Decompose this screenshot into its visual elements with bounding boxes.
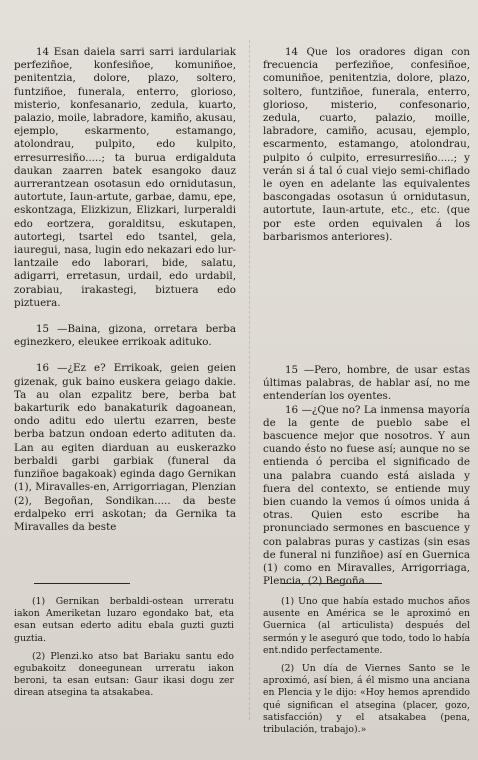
spanish-paragraph-14: 14 Que los oradores digan con frecuencia perfeziñoe, confesiñoe, comuniñoe, penitentzia, dolore, plazo, soltero, funtziñoe, funerala, enterro, glorioso, misterio, confesonario, zedula, cuarto, palazio, moille, labradore, camiño, acusau, ejemplo, escarmento, estamango, atolondrau, pulpito ó culpito, erresurresiño.....; y verán si á tal ó cual viejo semi-chiflado le oyen en adelante las equivalentes bascongadas osotasun ú ornidutasun, autortute, Iaun-artute, etc., etc. (que por este orden equivalen á los barbarismos anteriores). <box>263 46 470 243</box>
spanish-paragraph-15: 15 —Pero, hombre, de usar estas últimas palabras, de hablar así, no me entenderían los oyentes. <box>263 364 470 403</box>
basque-footnotes <box>14 596 234 706</box>
spanish-column <box>263 46 470 589</box>
column-gutter <box>249 40 250 720</box>
basque-footnote-2: (2) Plenzi.ko atso bat Bariaku santu edo egubakoitz doneegunean urreratu iakon beroni, ta esan eutsan: Gaur ikasi dogu zer direan atsegina ta atsakabea. <box>14 650 234 699</box>
spanish-footnotes <box>263 596 470 742</box>
footnote-rule-left <box>34 583 130 584</box>
spanish-paragraph-16: 16 —¿Que no? La inmensa mayoría de la gente de pueblo sabe el bascuence mejor que nosotros. Y aun cuando ésto no fuese así; aunque no se entienda ó perciba el significado de una palabra cuando está aislada y fuera del contexto, se entiende muy bien cuando la vemos ú oímos unida á otras. Quien esto escribe ha pronunciado sermones en bascuence y con palabras puras y castizas (sin esas de funeral ni funziñoe) así en Guernica (1) como en Miravalles, Arrigorriaga, Plencia, (2) Begoña <box>263 403 470 588</box>
basque-paragraph-15: 15 —Baina, gizona, orretara berba eginezkero, eleukee errikoak adituko. <box>14 323 236 349</box>
spanish-footnote-2: (2) Un día de Viernes Santo se le aproximó, así bien, á él mismo una anciana en Plencia y le dijo: «Hoy hemos aprendido qué significan el atsegina (placer, gozo, satisfacción) y el atsakabea (pena, tribulación, trabajo).» <box>263 663 470 736</box>
basque-paragraph-14: 14 Esan daiela sarri sarri iardulariak perfeziñoe, konfesiñoe, komuniñoe, penitentzia, dolore, plazo, soltero, funtziñoe, funerala, enterro, glorioso, misterio, konfesanario, zedula, kuarto, palazio, moile, labradore, kamiño, akusau, ejemplo, eskarmento, estamango, atolondrau, pulpito, edo kulpito, erresurresiño.....; ta burua erdigalduta daukan zaarren batek esangoko dauz aurrerantzean osotasun edo ornidutasun, autortute, Iaun-artute, garbae, damu, epe, eskontzaga, Elizkizun, Elizkari, lurperaldi edo eortzera, goralditsu, eskutapen, autortegi, tsartel edo tsantel, gela, iauregui, nasa, lugin edo nekazari edo lur-lantzaile edo laborari, bide, salatu, adigarri, erretasun, urdail, edo urdabil, zorabiau, irakastegi, biztuera edo piztuera. <box>14 46 236 309</box>
basque-paragraph-16: 16 —¿Ez e? Errikoak, geien geien gizenak, guk baino euskera geiago dakie. Ta au olan ezpalitz bere, berba bat bakarturik edo banakaturik dagoanean, ondo aditu edo ulertu ezarren, beste berba batzun ondoan ederto adituten da. Lan au egiten diarduan au euskerazko berbaldi garbi garbiak (funeral da funziñoe bagakoak) eginda dago Gernikan (1), Miravalles-en, Arrigorriagan, Plenzian (2), Begoñan, Sondikan..... da beste erdalpeko erri askotan; da Gernika ta Miravalles da beste <box>14 362 236 533</box>
basque-footnote-1: (1) Gernikan berbaldi-ostean urreratu iakon Ameriketan luzaro egondako bat, eta esan eutsan ederto aditu ebala guzti guzti guztia. <box>14 596 234 644</box>
footnote-rule-right <box>282 583 382 584</box>
spanish-footnote-1: (1) Uno que había estado muchos años ausente en América se le aproximó en Guernica (al articulista) después del sermón y le aseguró que todo, todo lo había ent.ndido perfectamente. <box>263 596 471 656</box>
basque-column <box>14 46 236 534</box>
